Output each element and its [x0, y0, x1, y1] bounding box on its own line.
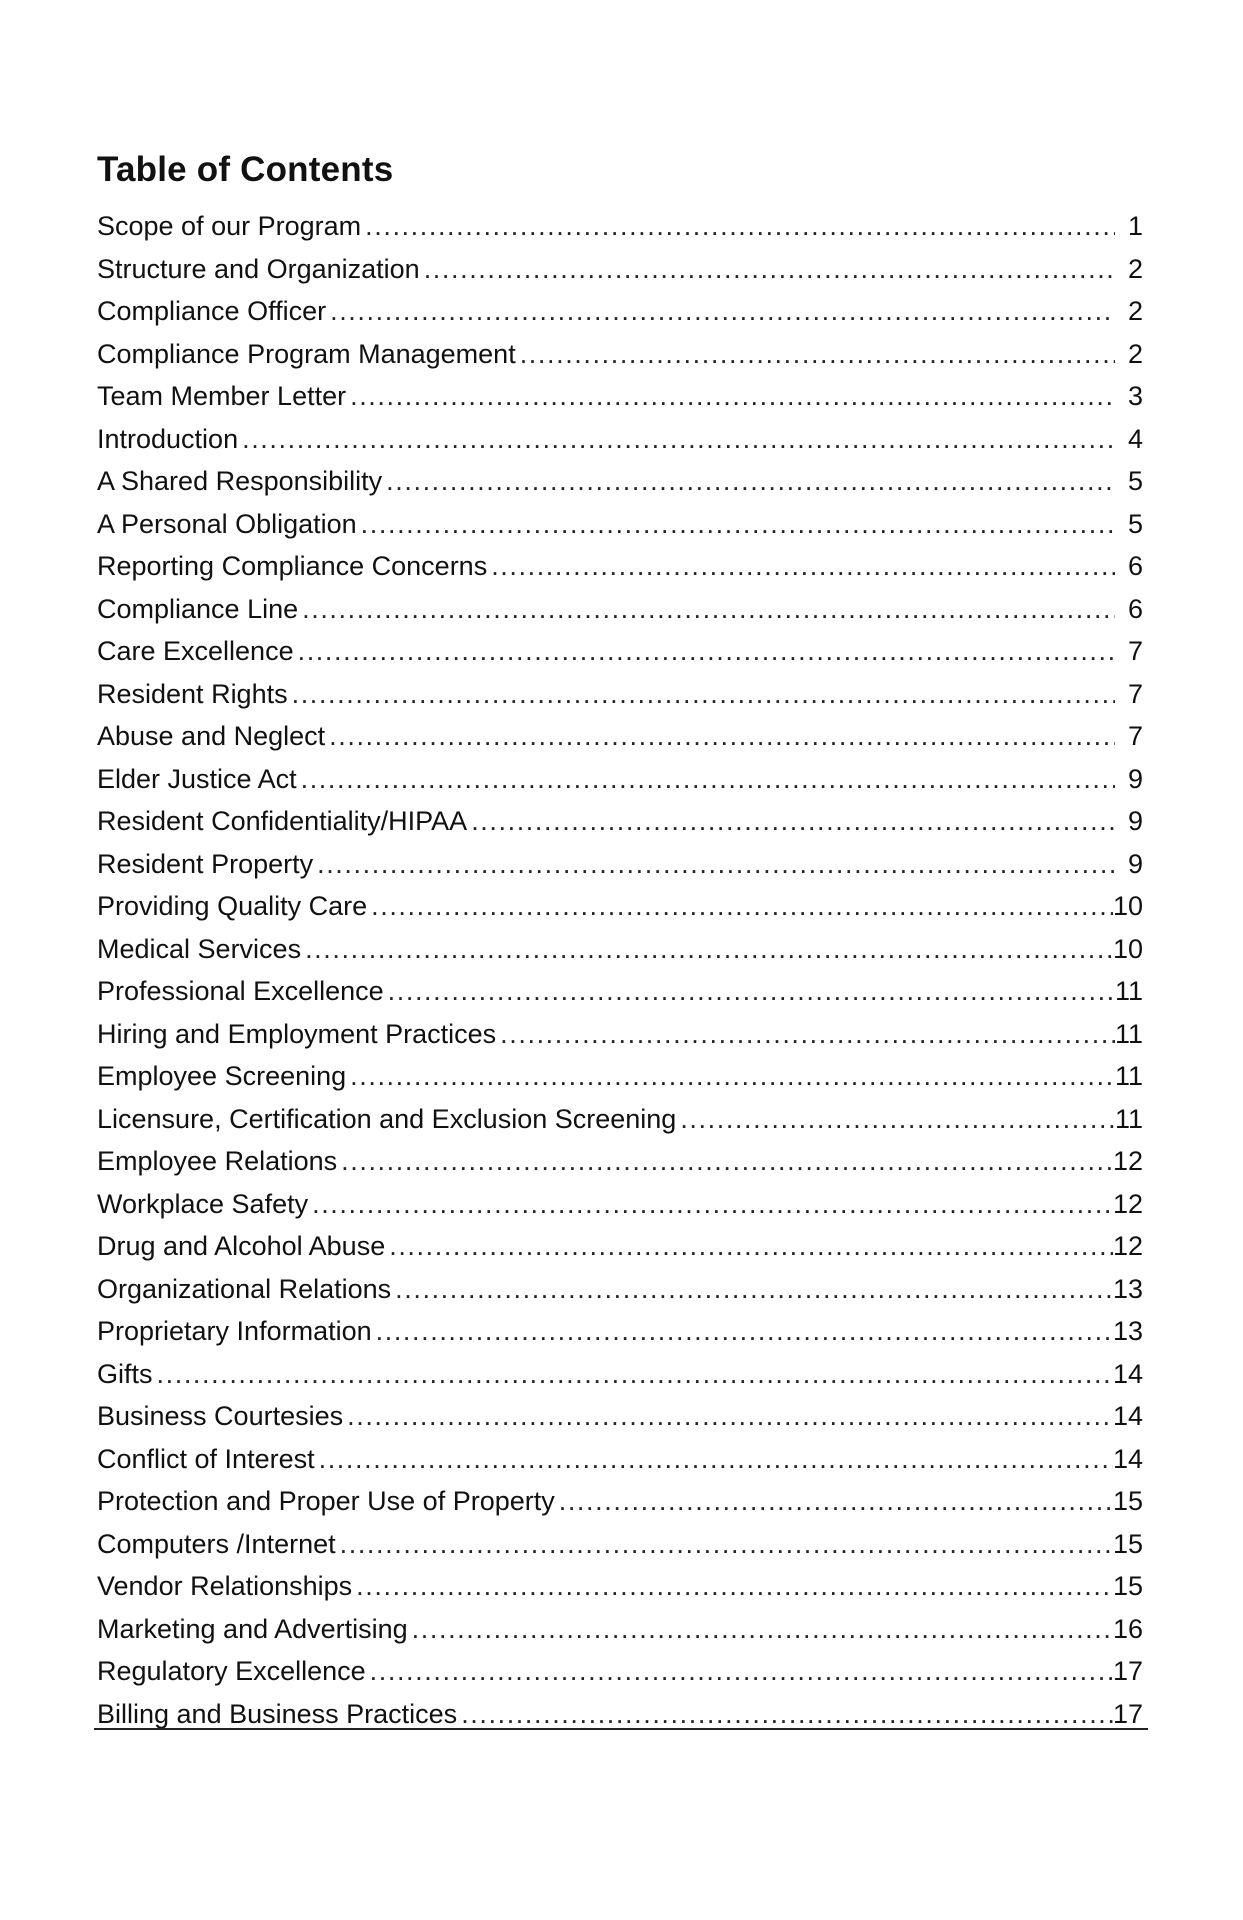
dot-leader — [341, 1140, 1113, 1183]
toc-entry-label: Employee Relations — [97, 1146, 338, 1176]
toc-entry-page: 3 — [1127, 381, 1143, 411]
toc-entry[interactable] — [97, 545, 1143, 588]
dot-leader — [319, 1438, 1113, 1481]
toc-entry[interactable] — [97, 1013, 1143, 1056]
dot-leader — [242, 418, 1115, 461]
dot-leader — [302, 588, 1115, 631]
dot-leader — [350, 1055, 1115, 1098]
dot-leader — [329, 715, 1115, 758]
toc-entry[interactable] — [97, 503, 1143, 546]
toc-entry-label: Care Excellence — [97, 636, 294, 666]
dot-leader — [371, 885, 1113, 928]
toc-entry-label: Elder Justice Act — [97, 763, 297, 794]
toc-entry-page: 9 — [1127, 806, 1143, 836]
toc-entry-page: 17 — [1112, 1698, 1143, 1729]
toc-entry[interactable] — [97, 1565, 1143, 1608]
dot-leader — [298, 630, 1115, 673]
toc-entry-label: Professional Excellence — [97, 976, 384, 1006]
toc-entry-label: Regulatory Excellence — [97, 1656, 366, 1686]
dot-leader — [312, 1183, 1113, 1226]
toc-entry-label: Compliance Line — [97, 593, 299, 624]
toc-entry[interactable] — [97, 843, 1143, 886]
dot-leader — [395, 1268, 1113, 1311]
toc-entry[interactable] — [97, 715, 1143, 758]
toc-entry[interactable] — [97, 1098, 1143, 1141]
toc-entry[interactable] — [97, 1608, 1143, 1651]
toc-entry-page: 2 — [1127, 253, 1143, 284]
toc-entry-page: 10 — [1112, 891, 1143, 921]
toc-entry-page: 12 — [1112, 1188, 1143, 1219]
toc-entry-page: 5 — [1127, 508, 1143, 539]
dot-leader — [559, 1480, 1113, 1523]
toc-entry-label: Hiring and Employment Practices — [97, 1018, 497, 1049]
toc-entry[interactable] — [97, 1140, 1143, 1183]
page-title: Table of Contents — [97, 150, 394, 189]
toc-entry[interactable] — [97, 588, 1143, 631]
toc-entry-page: 11 — [1114, 1061, 1143, 1091]
toc-entry-page: 7 — [1127, 636, 1143, 666]
toc-entry-page: 13 — [1112, 1316, 1143, 1346]
toc-entry[interactable] — [97, 1438, 1143, 1481]
toc-entry-page: 9 — [1127, 848, 1143, 879]
toc-entry[interactable] — [97, 333, 1143, 376]
dot-leader — [356, 1565, 1113, 1608]
toc-entry-page: 2 — [1127, 338, 1143, 369]
toc-entry-label: Team Member Letter — [97, 381, 347, 411]
toc-entry-page: 7 — [1127, 721, 1143, 751]
dot-leader — [330, 290, 1115, 333]
dot-leader — [376, 1310, 1113, 1353]
toc-entry-label: Structure and Organization — [97, 253, 420, 284]
toc-entry[interactable] — [97, 928, 1143, 971]
dot-leader — [370, 1650, 1113, 1693]
toc-entry-page: 15 — [1112, 1571, 1143, 1601]
toc-entry-label: Proprietary Information — [97, 1316, 372, 1346]
dot-leader — [317, 843, 1115, 886]
dot-leader — [471, 800, 1115, 843]
dot-leader — [365, 205, 1115, 248]
toc-entry-page: 1 — [1127, 211, 1143, 241]
bottom-divider — [94, 1728, 1148, 1730]
toc-entry[interactable] — [97, 885, 1143, 928]
toc-entry[interactable] — [97, 1310, 1143, 1353]
toc-entry[interactable] — [97, 1523, 1143, 1566]
dot-leader — [157, 1353, 1113, 1396]
dot-leader — [350, 375, 1115, 418]
dot-leader — [361, 503, 1115, 546]
toc-entry[interactable] — [97, 1183, 1143, 1226]
toc-entry-label: Marketing and Advertising — [97, 1613, 408, 1644]
dot-leader — [424, 248, 1115, 291]
toc-entry-label: Protection and Proper Use of Property — [97, 1486, 555, 1516]
toc-entry-label: Abuse and Neglect — [97, 721, 326, 751]
toc-entry[interactable] — [97, 1480, 1143, 1523]
toc-entry-label: A Shared Responsibility — [97, 466, 383, 496]
dot-leader — [680, 1098, 1115, 1141]
toc-entry-label: Compliance Program Management — [97, 338, 516, 369]
toc-entry-page: 11 — [1114, 976, 1143, 1006]
toc-entry-label: Resident Rights — [97, 678, 288, 709]
toc-entry-label: Reporting Compliance Concerns — [97, 551, 488, 581]
toc-entry-label: Business Courtesies — [97, 1401, 344, 1431]
toc-entry-page: 11 — [1114, 1103, 1143, 1134]
toc-entry-page: 16 — [1112, 1613, 1143, 1644]
toc-entry[interactable] — [97, 418, 1143, 461]
toc-entry[interactable] — [97, 1225, 1143, 1268]
toc-entry[interactable] — [97, 248, 1143, 291]
toc-entry-page: 14 — [1112, 1358, 1143, 1389]
toc-entry-page: 13 — [1112, 1273, 1143, 1304]
toc-entry-page: 14 — [1112, 1401, 1143, 1431]
toc-entry-page: 9 — [1127, 763, 1143, 794]
toc-entry[interactable] — [97, 1268, 1143, 1311]
toc-entry-label: Vendor Relationships — [97, 1571, 353, 1601]
toc-entry-label: Providing Quality Care — [97, 891, 368, 921]
toc-entry-label: Compliance Officer — [97, 296, 327, 326]
toc-entry-label: Medical Services — [97, 933, 302, 964]
toc-entry-page: 12 — [1112, 1231, 1143, 1261]
dot-leader — [386, 460, 1115, 503]
dot-leader — [389, 1225, 1113, 1268]
toc-entry-label: Conflict of Interest — [97, 1443, 315, 1474]
dot-leader — [491, 545, 1115, 588]
toc-entry[interactable] — [97, 800, 1143, 843]
toc-entry[interactable] — [97, 758, 1143, 801]
toc-entry[interactable] — [97, 673, 1143, 716]
toc-entry-page: 7 — [1127, 678, 1143, 709]
toc-entry[interactable] — [97, 1650, 1143, 1693]
toc-entry-label: Resident Property — [97, 848, 314, 879]
toc-entry-page: 11 — [1114, 1018, 1143, 1049]
toc-entry-page: 12 — [1112, 1146, 1143, 1176]
toc-list — [97, 205, 1143, 1735]
toc-entry-page: 5 — [1127, 466, 1143, 496]
dot-leader — [305, 928, 1113, 971]
toc-entry[interactable] — [97, 290, 1143, 333]
toc-entry[interactable] — [97, 1055, 1143, 1098]
toc-entry-label: Computers /Internet — [97, 1528, 336, 1559]
toc-entry-page: 6 — [1127, 551, 1143, 581]
toc-entry[interactable] — [97, 1353, 1143, 1396]
toc-entry-page: 17 — [1112, 1656, 1143, 1686]
toc-entry-label: Licensure, Certification and Exclusion Screening — [97, 1103, 677, 1134]
toc-entry-page: 2 — [1127, 296, 1143, 326]
dot-leader — [500, 1013, 1115, 1056]
toc-entry-label: Workplace Safety — [97, 1188, 309, 1219]
toc-entry-label: Resident Confidentiality/HIPAA — [97, 806, 468, 836]
toc-entry-page: 14 — [1112, 1443, 1143, 1474]
toc-entry-label: Employee Screening — [97, 1061, 347, 1091]
toc-entry[interactable] — [97, 1395, 1143, 1438]
toc-entry-label: Gifts — [97, 1358, 153, 1389]
toc-entry-page: 6 — [1127, 593, 1143, 624]
dot-leader — [340, 1523, 1113, 1566]
toc-entry[interactable] — [97, 630, 1143, 673]
dot-leader — [347, 1395, 1113, 1438]
toc-entry-label: Billing and Business Practices — [97, 1698, 458, 1729]
dot-leader — [520, 333, 1115, 376]
toc-entry-label: Scope of our Program — [97, 211, 362, 241]
toc-entry[interactable] — [97, 460, 1143, 503]
dot-leader — [292, 673, 1115, 716]
toc-entry-label: Organizational Relations — [97, 1273, 392, 1304]
toc-entry[interactable] — [97, 970, 1143, 1013]
toc-entry-label: A Personal Obligation — [97, 508, 357, 539]
toc-entry[interactable] — [97, 375, 1143, 418]
toc-entry-label: Introduction — [97, 423, 239, 454]
toc-entry-page: 15 — [1112, 1486, 1143, 1516]
dot-leader — [301, 758, 1115, 801]
toc-entry-label: Drug and Alcohol Abuse — [97, 1231, 386, 1261]
toc-entry-page: 4 — [1127, 423, 1143, 454]
dot-leader — [412, 1608, 1113, 1651]
toc-entry[interactable] — [97, 205, 1143, 248]
toc-entry-page: 15 — [1112, 1528, 1143, 1559]
dot-leader — [388, 970, 1115, 1013]
toc-entry-page: 10 — [1112, 933, 1143, 964]
